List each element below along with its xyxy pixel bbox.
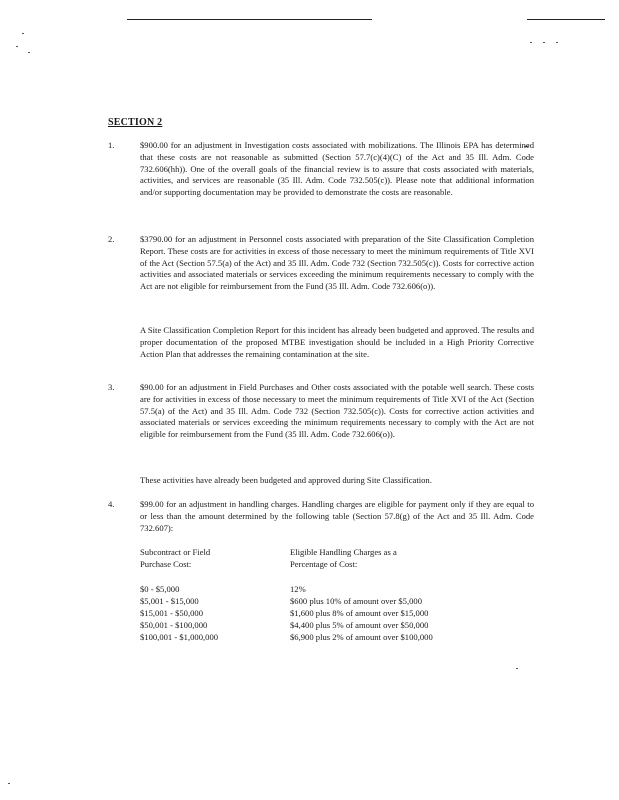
item-body xyxy=(140,140,534,199)
table-header-row xyxy=(140,558,540,570)
table-spacer xyxy=(140,570,540,582)
scan-speck xyxy=(516,668,518,669)
item-number: 2. xyxy=(108,234,115,244)
table-cell: $600 plus 10% of amount over $5,000 xyxy=(290,595,422,606)
list-item-3 xyxy=(108,382,538,492)
table-row xyxy=(140,607,540,619)
handling-charges-table xyxy=(140,546,540,644)
table-header-cell: Percentage of Cost: xyxy=(290,559,358,570)
item-paragraph: $90.00 for an adjustment in Field Purchases and Other costs associated with the potable well search. These costs are for activities in excess of those necessary to meet the minimum requirements of Title XVI of the Act (Section 57.5(a) of the Act) and 35 Ill. Adm. Code 732 (Section 732.505(c)). Costs for corrective action activities and associated materials or services exceeding the minimum requirements necessary to comply with the Act are not eligible for reimbursement from the Fund (35 Ill. Adm. Code 732.606(o)). xyxy=(140,382,534,440)
scan-speck xyxy=(28,52,30,53)
item-paragraph: These activities have already been budgeted and approved during Site Classification. xyxy=(140,475,432,485)
table-cell: $1,600 plus 8% of amount over $15,000 xyxy=(290,607,429,618)
scan-speck xyxy=(530,42,532,43)
table-header-row xyxy=(140,546,540,558)
table-cell: $4,400 plus 5% of amount over $50,000 xyxy=(290,620,429,631)
table-cell: $15,001 - $50,000 xyxy=(140,607,204,618)
table-cell: 12% xyxy=(290,583,306,594)
item-body xyxy=(140,499,534,534)
table-row xyxy=(140,595,540,607)
table-row xyxy=(140,583,540,595)
section-title: SECTION 2 xyxy=(108,117,163,128)
table-row xyxy=(140,631,540,643)
item-paragraph: $99.00 for an adjustment in handling charges. Handling charges are eligible for payment only if they are equal to or less than the amount determined by the following table (Section 57.8(g) of the Act and 35 Ill. Adm. Code 732.607): xyxy=(140,499,534,533)
item-number: 3. xyxy=(108,382,115,392)
scan-speck xyxy=(556,42,558,43)
table-header-cell: Purchase Cost: xyxy=(140,559,192,570)
list-item-2 xyxy=(108,234,538,374)
item-paragraph: $900.00 for an adjustment in Investigation costs associated with mobilizations. The Illinois EPA has determined that these costs are not reasonable as submitted (Section 57.7(c)(4)(C) of the Act and 35 Ill. Adm. Code 732.606(hh)). One of the overall goals of the financial review is to assure that costs associated with materials, activities, and services are reasonable (35 Ill. Adm. Code 732.505(c)). Please note that additional information and/or supporting documentation may be provided to demonstrate the costs are reasonable. xyxy=(140,140,534,198)
item-paragraph: A Site Classification Completion Report for this incident has already been budgeted and approved. The results and proper documentation of the proposed MTBE investigation should be included in a High Priority Corrective Action Plan that addresses the remaining contamination at the site. xyxy=(140,325,534,359)
item-body xyxy=(140,325,534,360)
list-item-4 xyxy=(108,499,538,539)
table-cell: $50,001 - $100,000 xyxy=(140,620,208,631)
item-body xyxy=(140,234,534,293)
list-item-1 xyxy=(108,140,538,224)
header-rule-right xyxy=(527,19,605,20)
table-cell: $0 - $5,000 xyxy=(140,583,180,594)
item-body xyxy=(140,382,534,441)
item-number: 4. xyxy=(108,499,115,509)
table-header-cell: Eligible Handling Charges as a xyxy=(290,547,397,557)
table-cell: $6,900 plus 2% of amount over $100,000 xyxy=(290,632,433,643)
scan-speck xyxy=(8,783,10,784)
item-number: 1. xyxy=(108,140,115,150)
item-paragraph: $3790.00 for an adjustment in Personnel costs associated with preparation of the Site Classification Completion Report. These costs are for activities in excess of those necessary to meet the minimum requirements of Title XVI of the Act (Section 57.5(a) of the Act) and 35 Ill. Adm. Code 732 (Section 732.505(c)). Costs for corrective action activities and associated materials or services exceeding the minimum requirements necessary to comply with the Act are not eligible for reimbursement from the Fund (35 Ill. Adm. Code 732.606(o)). xyxy=(140,234,534,292)
table-cell: $5,001 - $15,000 xyxy=(140,595,199,606)
table-row xyxy=(140,619,540,631)
table-header-cell: Subcontract or Field xyxy=(140,547,211,557)
item-body xyxy=(140,475,534,487)
table-cell: $100,001 - $1,000,000 xyxy=(140,632,219,643)
scan-speck xyxy=(16,46,18,47)
scan-speck xyxy=(22,33,24,34)
header-rule-left xyxy=(127,19,372,20)
scan-speck xyxy=(543,42,545,43)
